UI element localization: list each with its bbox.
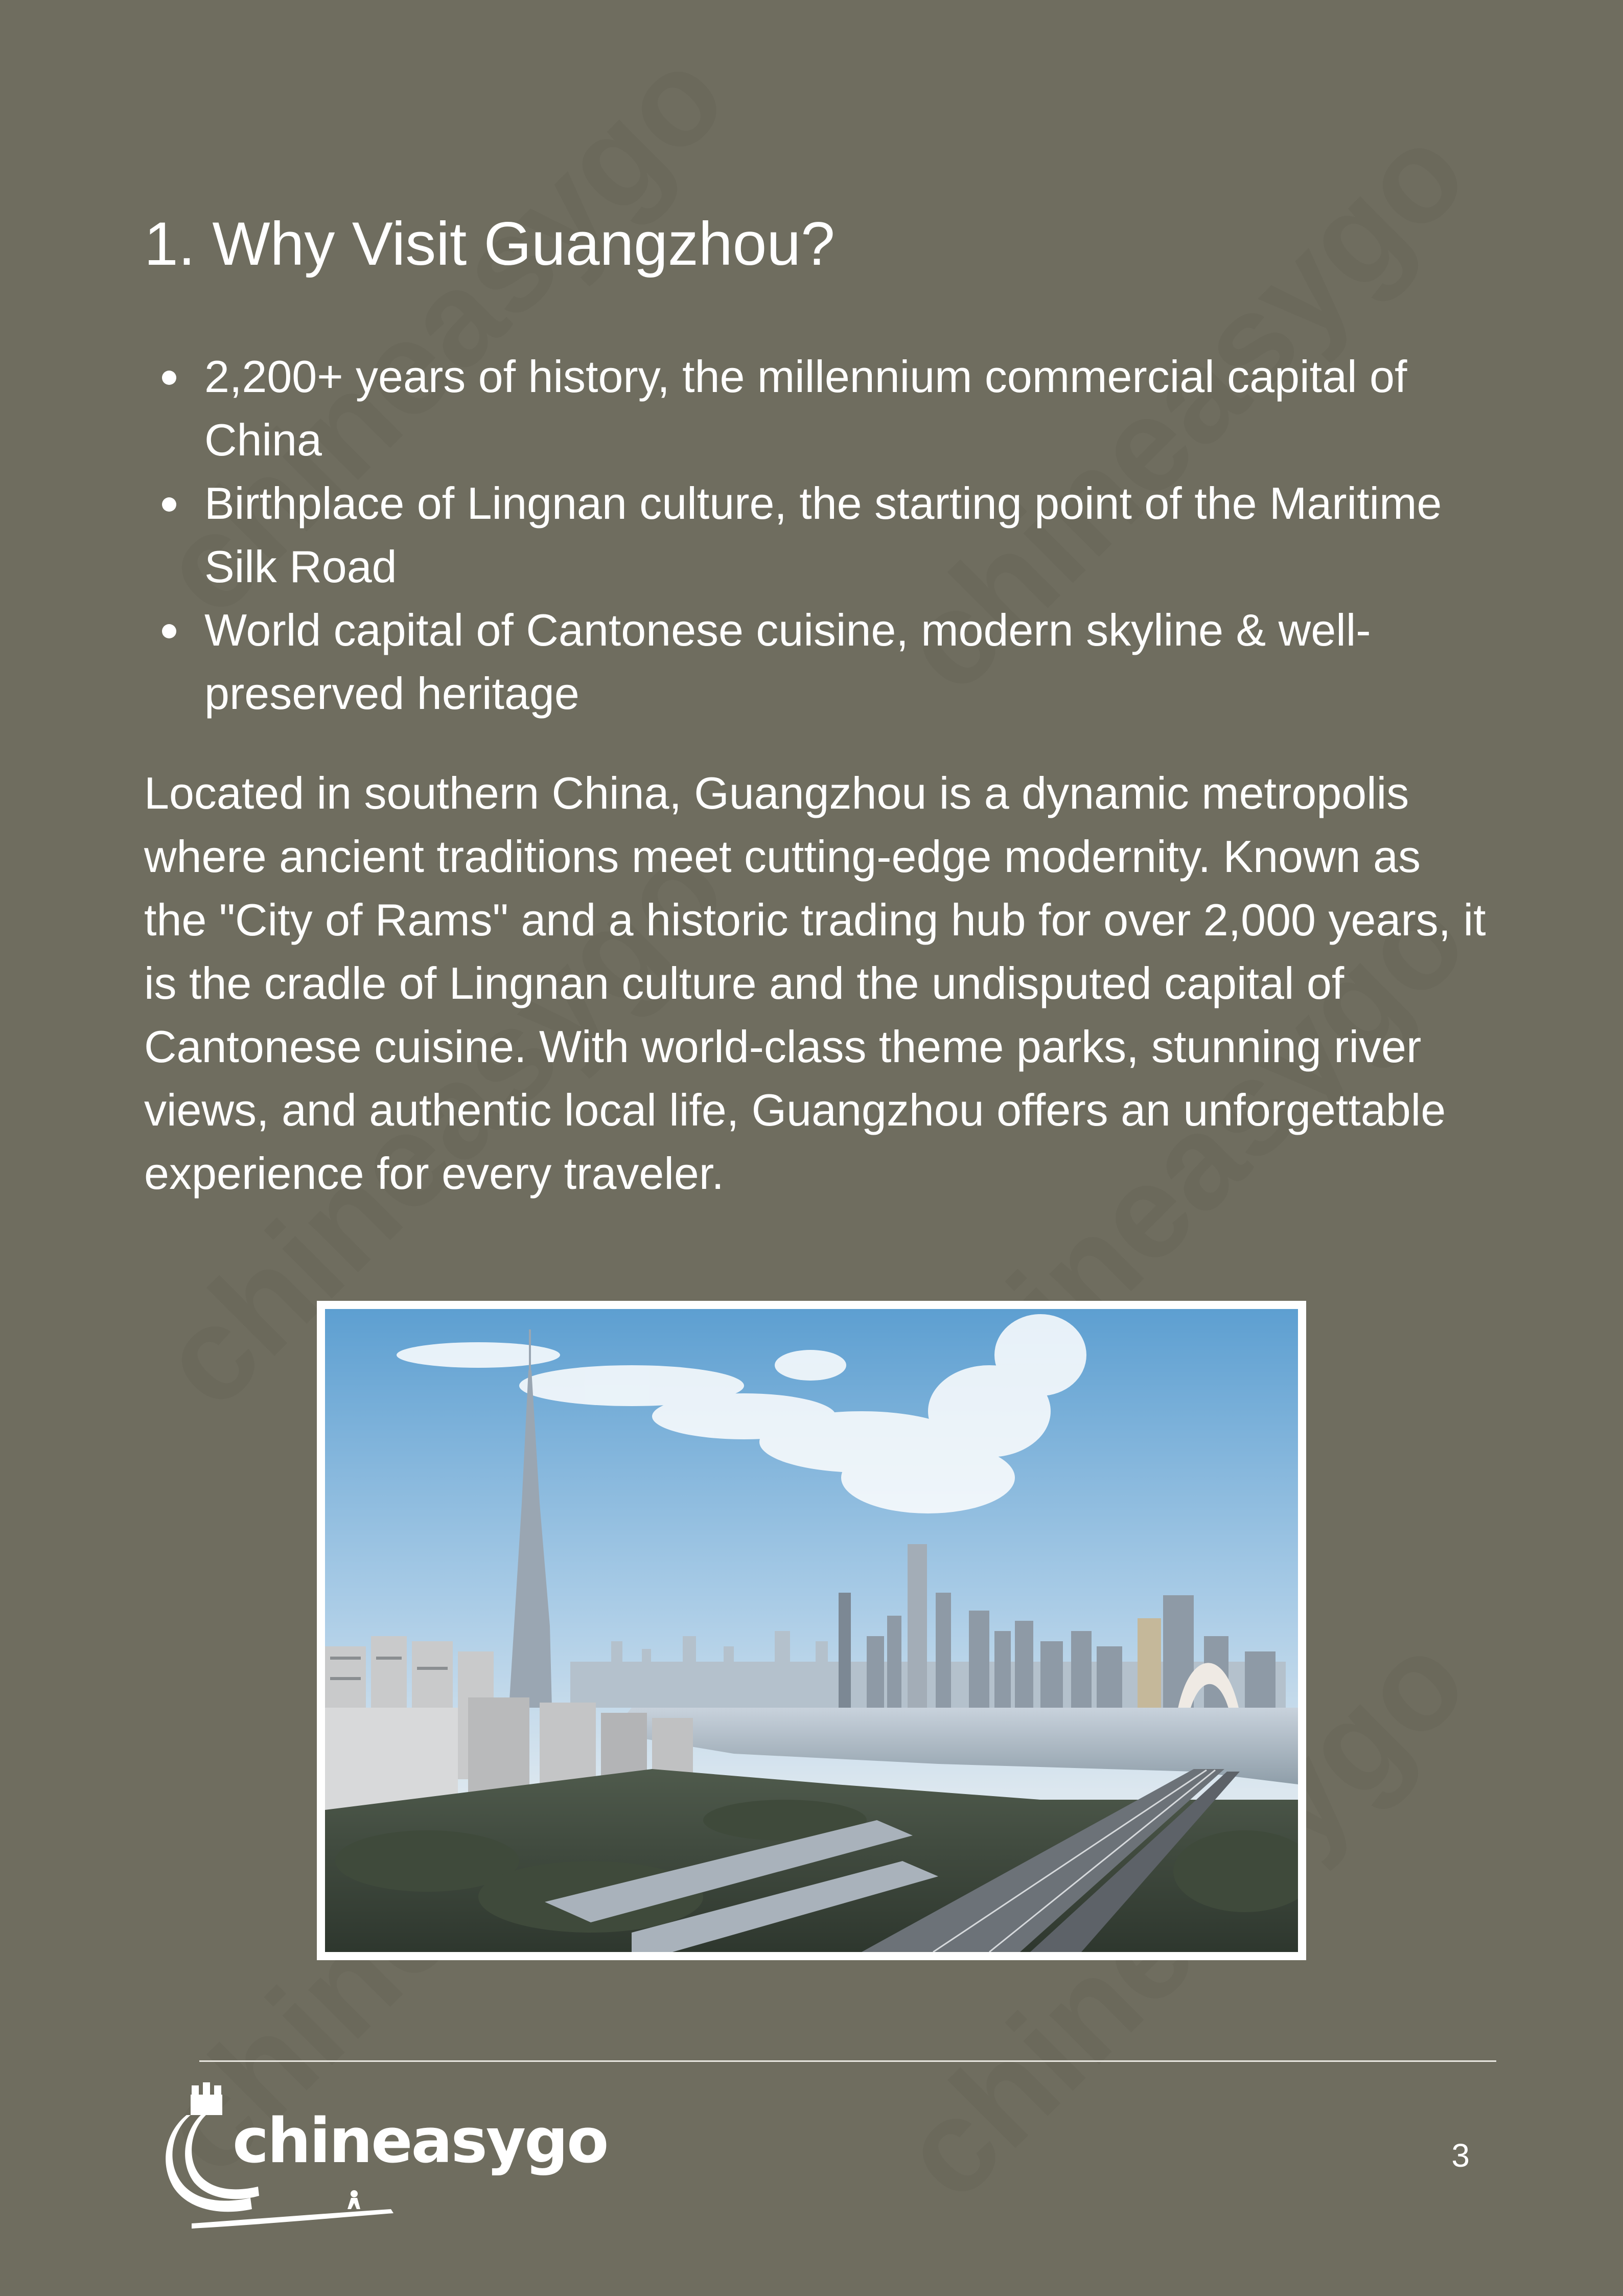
highlights-list [144, 345, 1493, 725]
list-item-text: World capital of Cantonese cuisine, modern skyline & well-preserved heritage [204, 605, 1371, 719]
list-item-text: 2,200+ years of history, the millennium commercial capital of China [204, 351, 1407, 465]
bullet-icon [162, 371, 176, 385]
list-item [144, 472, 1493, 599]
intro-paragraph: Located in southern China, Guangzhou is a dynamic metropolis where ancient traditions meet cutting-edge modernity. Known as the "City of Rams" and a historic trading hub for over 2,000 years, it is the cradle of Lingnan culture and the undisputed capital of Cantonese cuisine. With world-class theme parks, stunning river views, and authentic local life, Guangzhou offers an unforgettable experience for every traveler. [144, 768, 1486, 1199]
list-item-text: Birthplace of Lingnan culture, the starting point of the Maritime Silk Road [204, 478, 1442, 592]
brand-name: chineasygo [233, 2106, 608, 2177]
list-item [144, 345, 1493, 472]
bullet-icon [162, 624, 176, 638]
guangzhou-skyline-photo [325, 1309, 1298, 1952]
brand-logo [161, 2075, 608, 2234]
list-item [144, 599, 1493, 725]
bullet-icon [162, 497, 176, 512]
page-number: 3 [1451, 2137, 1470, 2174]
photo-frame [317, 1301, 1306, 1960]
footer-divider [199, 2060, 1496, 2062]
section-title: 1. Why Visit Guangzhou? [144, 210, 835, 278]
